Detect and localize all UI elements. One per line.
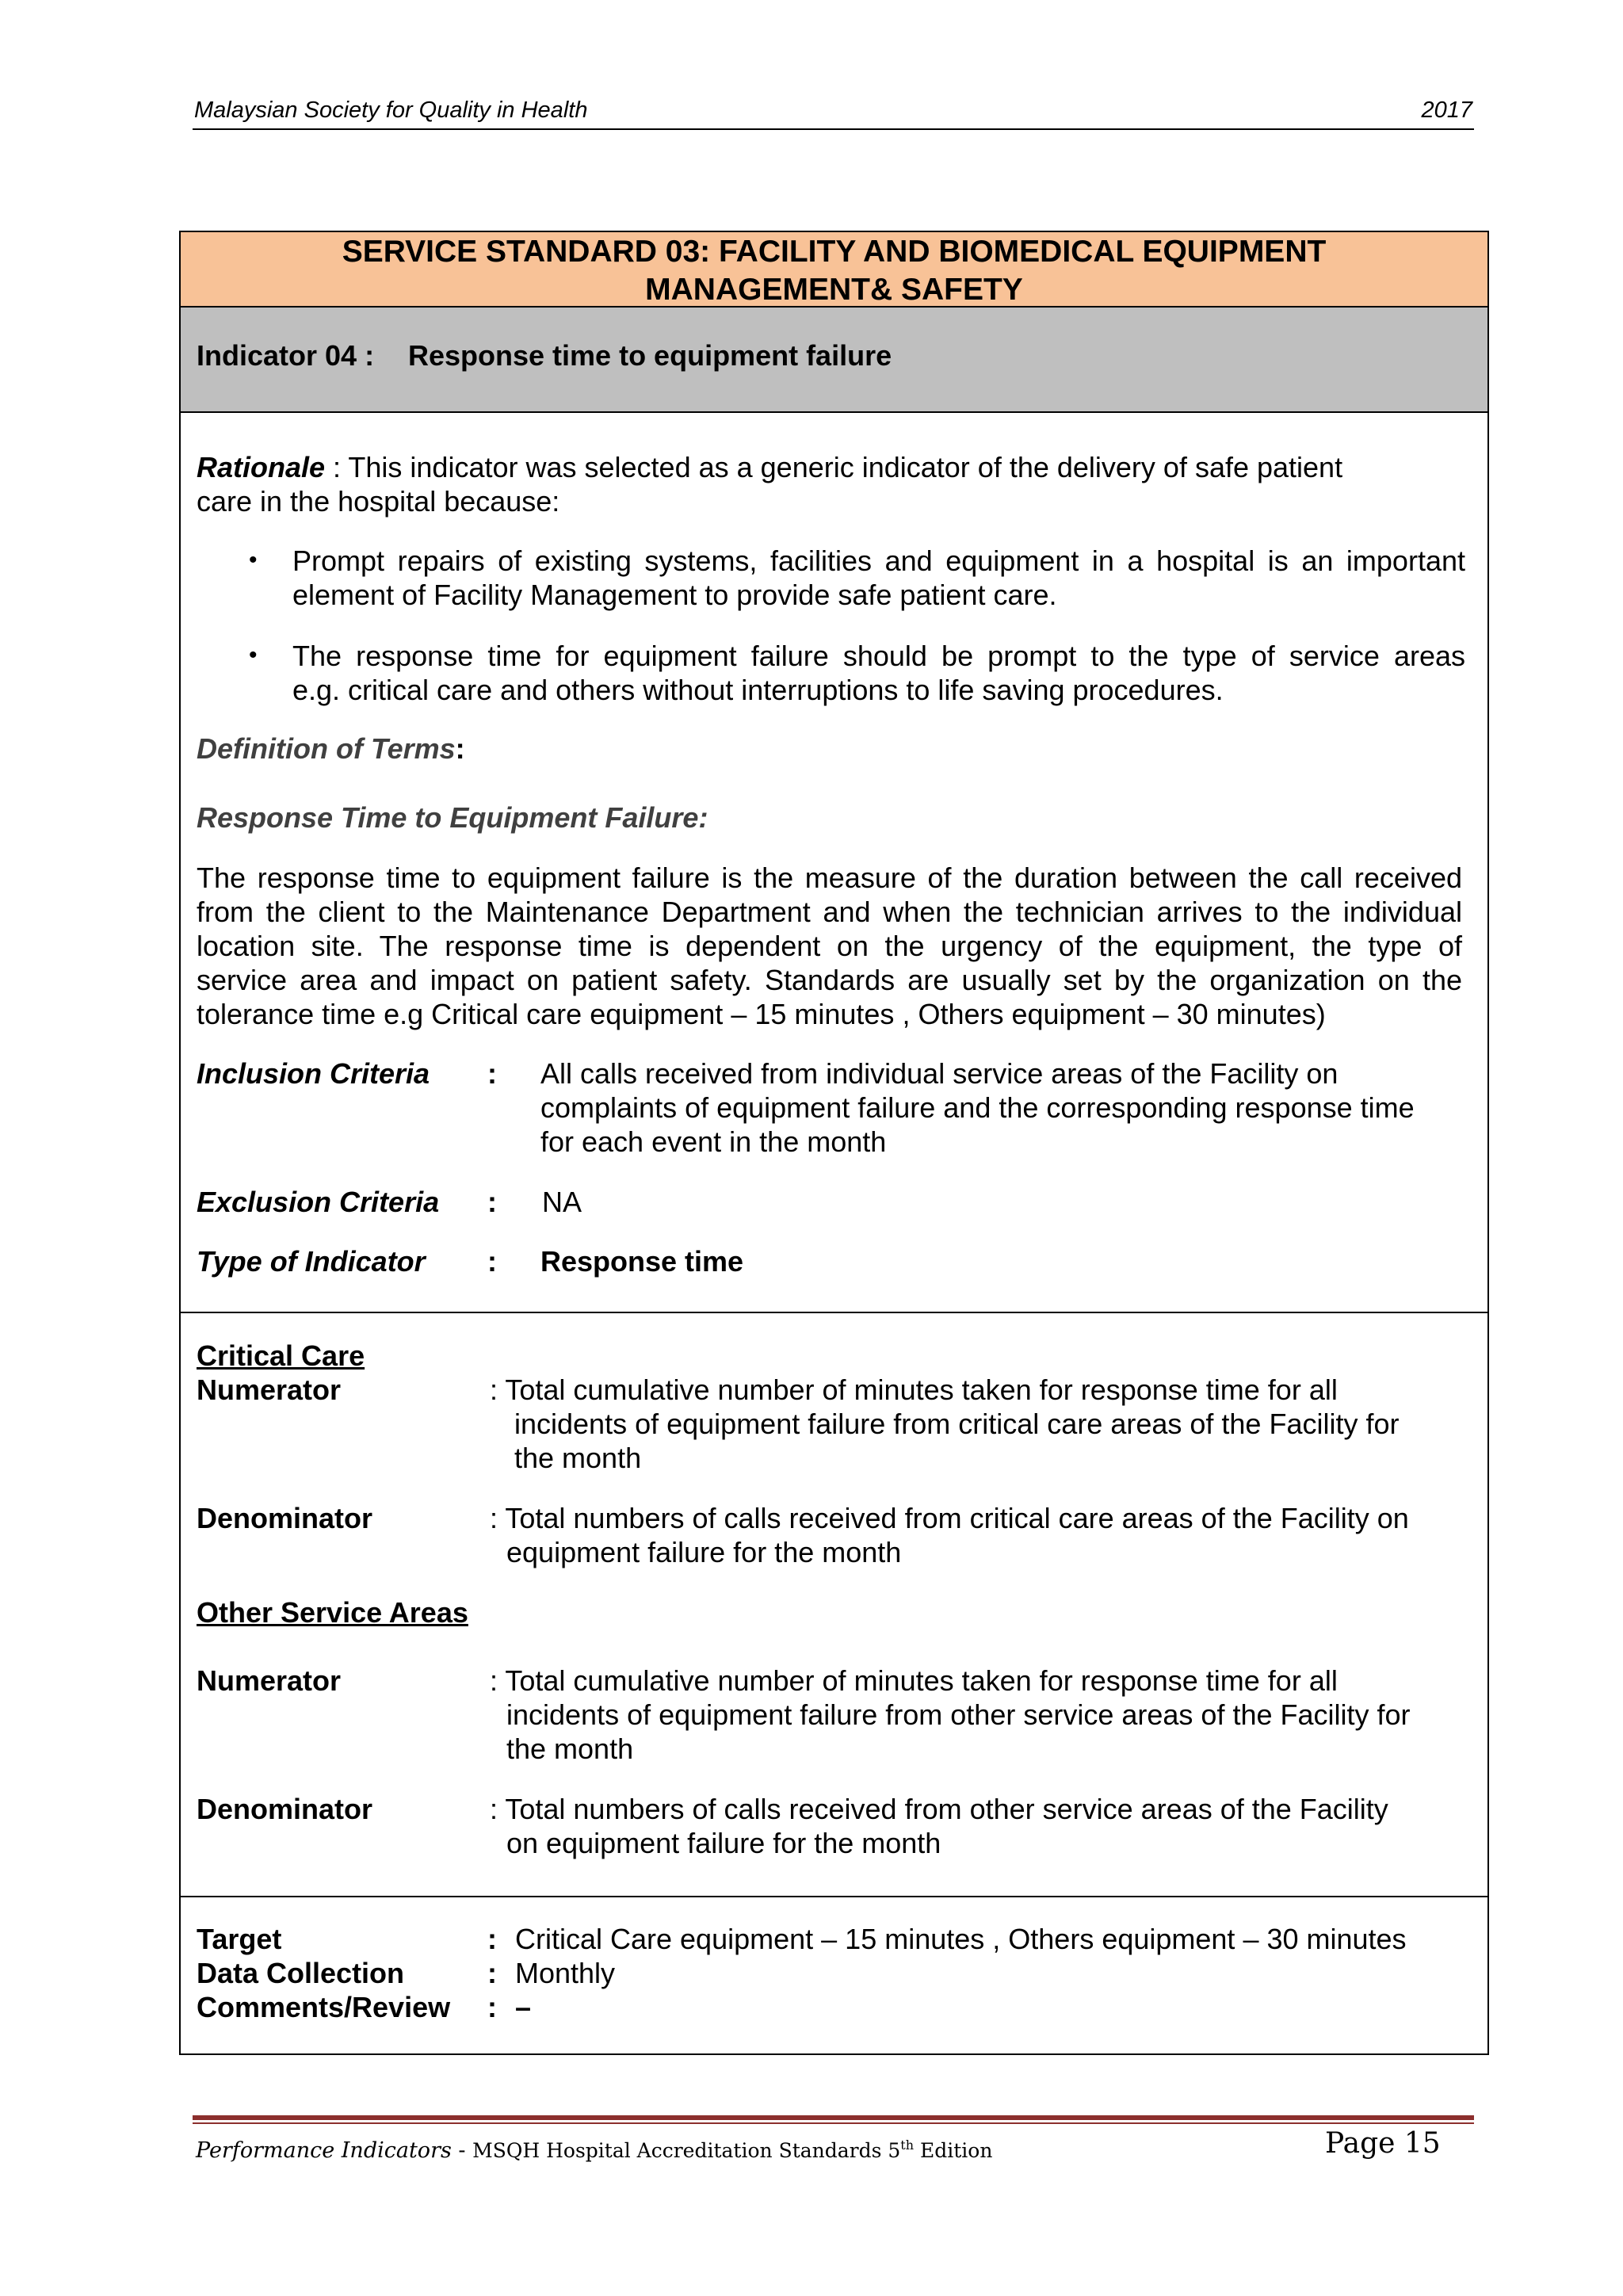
inclusion-line1: All calls received from individual service areas of the Facility on: [540, 1057, 1338, 1090]
exclusion-value: NA: [542, 1186, 582, 1218]
indicator-label: Indicator 04 :: [197, 339, 375, 372]
bullet-dot: •: [249, 642, 258, 668]
inclusion-label: Inclusion Criteria: [197, 1057, 430, 1090]
definition-para-2: from the client to the Maintenance Department and when the technician arrives to the individual: [197, 896, 1462, 928]
comments-value: –: [515, 1991, 532, 2023]
header-year: 2017: [1421, 97, 1472, 123]
other-numerator-line2: incidents of equipment failure from other service areas of the Facility for: [506, 1698, 1411, 1731]
bullet2-line1: The response time for equipment failure should be prompt to the type of service areas: [292, 640, 1465, 672]
rationale-line1: [197, 450, 1342, 484]
other-denominator-line2: on equipment failure for the month: [506, 1827, 941, 1859]
definition-heading: Definition of Terms:: [197, 732, 465, 765]
type-value: Response time: [540, 1245, 744, 1278]
bullet1-line2: element of Facility Management to provide safe patient care.: [292, 579, 1057, 611]
page-number: Page 15: [1325, 2127, 1441, 2160]
definition-para-1: The response time to equipment failure is the measure of the duration between the call received: [197, 861, 1462, 894]
critical-denominator-label: Denominator: [197, 1502, 373, 1534]
critical-numerator-line1: : Total cumulative number of minutes taken for response time for all: [490, 1373, 1338, 1406]
other-numerator-line3: the month: [506, 1733, 634, 1765]
definition-para-5: tolerance time e.g Critical care equipment – 15 minutes , Others equipment – 30 minutes): [197, 998, 1326, 1030]
definition-para-3: location site. The response time is dependent on the urgency of the equipment, the type of: [197, 930, 1462, 962]
definition-term: Response Time to Equipment Failure:: [197, 801, 708, 834]
indicator-table: [179, 231, 1489, 2055]
rationale-text: : This indicator was selected as a generic indicator of the delivery of safe patient: [325, 451, 1343, 483]
other-numerator-label: Numerator: [197, 1664, 342, 1697]
section-divider: [181, 1312, 1487, 1313]
comments-colon: :: [487, 1991, 497, 2023]
data-collection-label: Data Collection: [197, 1957, 405, 1989]
data-collection-value: Monthly: [515, 1957, 616, 1989]
other-denominator-line1: : Total numbers of calls received from other service areas of the Facility: [490, 1793, 1388, 1825]
critical-care-heading: Critical Care: [197, 1339, 365, 1372]
data-collection-colon: :: [487, 1957, 497, 1989]
other-denominator-label: Denominator: [197, 1793, 373, 1825]
indicator-value: Response time to equipment failure: [408, 339, 892, 372]
header-org: Malaysian Society for Quality in Health: [194, 97, 588, 123]
type-label: Type of Indicator: [197, 1245, 426, 1278]
rationale-label: Rationale: [197, 451, 326, 483]
inclusion-colon: :: [487, 1057, 497, 1090]
bullet2-line2: e.g. critical care and others without interruptions to life saving procedures.: [292, 674, 1224, 706]
target-colon: :: [487, 1923, 497, 1955]
exclusion-label: Exclusion Criteria: [197, 1186, 440, 1218]
critical-numerator-line3: the month: [514, 1442, 642, 1474]
footer-rule: [193, 2115, 1474, 2124]
bullet1-line1: Prompt repairs of existing systems, facilities and equipment in a hospital is an important: [292, 544, 1465, 577]
inclusion-line2: complaints of equipment failure and the corresponding response time: [540, 1091, 1415, 1124]
standard-title-line1: SERVICE STANDARD 03: FACILITY AND BIOMEDICAL EQUIPMENT: [342, 235, 1327, 269]
critical-numerator-line2: incidents of equipment failure from critical care areas of the Facility for: [514, 1408, 1400, 1440]
type-colon: :: [487, 1245, 497, 1278]
inclusion-line3: for each event in the month: [540, 1125, 887, 1158]
indicator-row: [181, 308, 1487, 413]
critical-denominator-line2: equipment failure for the month: [506, 1536, 902, 1568]
exclusion-colon: :: [487, 1186, 497, 1218]
bullet-dot: •: [249, 547, 258, 573]
other-numerator-line1: : Total cumulative number of minutes taken for response time for all: [490, 1664, 1338, 1697]
standard-title-line2: MANAGEMENT& SAFETY: [645, 273, 1023, 307]
rationale-line2: care in the hospital because:: [197, 485, 560, 518]
definition-para-4: service area and impact on patient safety. Standards are usually set by the organization on the: [197, 964, 1462, 996]
other-areas-heading: Other Service Areas: [197, 1596, 468, 1629]
page-header: [193, 94, 1474, 130]
standard-title: [181, 232, 1487, 308]
target-label: Target: [197, 1923, 282, 1955]
footer-title: Performance Indicators - MSQH Hospital Accreditation Standards 5th Edition: [196, 2137, 993, 2163]
critical-denominator-line1: : Total numbers of calls received from critical care areas of the Facility on: [490, 1502, 1409, 1534]
section-divider: [181, 1896, 1487, 1897]
comments-label: Comments/Review: [197, 1991, 451, 2023]
critical-numerator-label: Numerator: [197, 1373, 342, 1406]
target-value: Critical Care equipment – 15 minutes , Others equipment – 30 minutes: [515, 1923, 1407, 1955]
